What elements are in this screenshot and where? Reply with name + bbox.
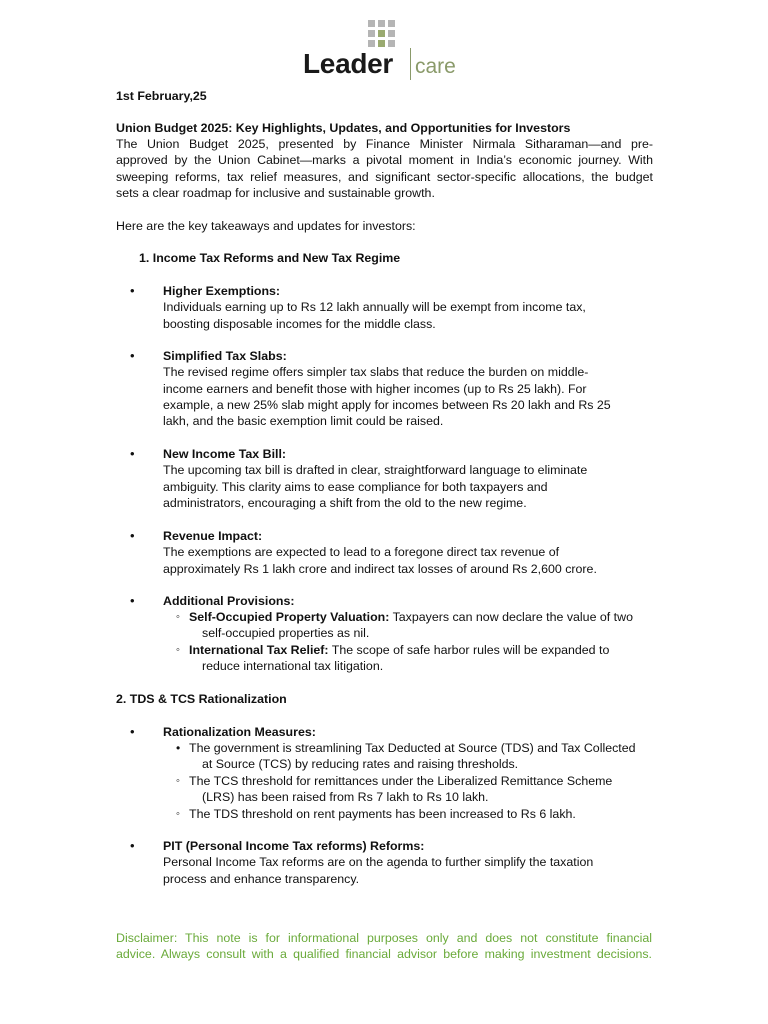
intro-paragraph bbox=[116, 136, 653, 201]
item-title: Higher Exemptions: bbox=[163, 284, 281, 298]
list-item-simplified-tax-slabs bbox=[163, 348, 611, 429]
sub-item-tds-rent-threshold bbox=[189, 806, 576, 822]
sub-item-text: The scope of safe harbor rules will be expanded to bbox=[328, 643, 610, 657]
disclaimer-line: Disclaimer: This note is for informational purposes only and does not constitute financial bbox=[116, 931, 652, 945]
sub-bullet-icon: ◦ bbox=[176, 775, 180, 787]
item-line: lakh, and the basic exemption limit could be raised. bbox=[163, 414, 444, 429]
item-line: Personal Income Tax reforms are on the agenda to further simplify the taxation bbox=[163, 855, 594, 870]
sub-item-text: The TCS threshold for remittances under the Liberalized Remittance Scheme bbox=[189, 774, 613, 788]
list-item-new-income-tax-bill bbox=[163, 446, 587, 511]
intro-line: sets a clear roadmap for inclusive and sustainable growth. bbox=[116, 185, 435, 200]
section-2-heading: 2. TDS & TCS Rationalization bbox=[116, 692, 287, 706]
leader-care-logo bbox=[300, 20, 470, 84]
bullet-icon: • bbox=[130, 283, 135, 298]
sub-item-label: International Tax Relief: bbox=[189, 643, 329, 657]
item-title: Additional Provisions: bbox=[163, 594, 295, 608]
sub-bullet-icon: ◦ bbox=[176, 611, 180, 623]
logo-divider bbox=[410, 48, 411, 80]
item-line: income earners and benefit those with higher incomes (up to Rs 25 lakh). For bbox=[163, 381, 587, 396]
item-line: example, a new 25% slab might apply for incomes between Rs 20 lakh and Rs 25 bbox=[163, 397, 611, 412]
item-title: New Income Tax Bill: bbox=[163, 447, 287, 461]
logo-suffix: care bbox=[415, 55, 456, 78]
sub-item-text: The TDS threshold on rent payments has been increased to Rs 6 lakh. bbox=[189, 807, 576, 821]
list-item-revenue-impact bbox=[163, 528, 597, 577]
sub-item-cont: at Source (TCS) by reducing rates and raising thresholds. bbox=[202, 757, 519, 772]
sub-bullet-icon: ◦ bbox=[176, 808, 180, 820]
logo-wordmark: Leader bbox=[303, 48, 394, 79]
logo-mark-icon bbox=[368, 20, 396, 48]
document-title: Union Budget 2025: Key Highlights, Updates, and Opportunities for Investors bbox=[116, 121, 571, 135]
sub-item-text: The government is streamlining Tax Deducted at Source (TDS) and Tax Collected bbox=[189, 741, 636, 755]
item-line: approximately Rs 1 lakh crore and indirect tax losses of around Rs 2,600 crore. bbox=[163, 561, 597, 576]
sub-item-tds-tcs-streamlining bbox=[189, 740, 636, 773]
sub-item-label: Self-Occupied Property Valuation: bbox=[189, 610, 390, 624]
bullet-icon: • bbox=[130, 724, 135, 739]
item-line: ambiguity. This clarity aims to ease compliance for both taxpayers and bbox=[163, 479, 548, 494]
sub-item-cont: reduce international tax litigation. bbox=[202, 659, 384, 674]
intro-line: sweeping reforms, tax relief measures, and significant sector-specific allocations, the budget bbox=[116, 169, 653, 184]
list-item-additional-provisions bbox=[163, 593, 295, 609]
sub-item-tcs-threshold bbox=[189, 773, 612, 806]
section-1-heading: 1. Income Tax Reforms and New Tax Regime bbox=[139, 251, 401, 265]
item-line: The exemptions are expected to lead to a foregone direct tax revenue of bbox=[163, 545, 560, 560]
bullet-icon: • bbox=[130, 528, 135, 543]
sub-item-property-valuation bbox=[189, 609, 633, 642]
bullet-icon: • bbox=[130, 348, 135, 363]
item-line: The upcoming tax bill is drafted in clear, straightforward language to eliminate bbox=[163, 463, 588, 478]
list-item-higher-exemptions bbox=[163, 283, 586, 332]
document-date: 1st February,25 bbox=[116, 89, 207, 103]
list-item-pit-reforms bbox=[163, 838, 593, 887]
intro-line: approved by the Union Cabinet—marks a pivotal moment in India’s economic journey. With bbox=[116, 153, 653, 168]
sub-bullet-icon: • bbox=[176, 741, 181, 755]
item-line: The revised regime offers simpler tax slabs that reduce the burden on middle- bbox=[163, 365, 589, 380]
takeaways-line: Here are the key takeaways and updates for investors: bbox=[116, 219, 416, 233]
item-line: Individuals earning up to Rs 12 lakh annually will be exempt from income tax, bbox=[163, 300, 586, 315]
sub-item-international-tax bbox=[189, 642, 609, 675]
sub-item-cont: (LRS) has been raised from Rs 7 lakh to Rs 10 lakh. bbox=[202, 790, 489, 805]
bullet-icon: • bbox=[130, 446, 135, 461]
disclaimer-line: advice. Always consult with a qualified financial advisor before making investment decisions. bbox=[116, 947, 652, 962]
sub-bullet-icon: ◦ bbox=[176, 644, 180, 656]
sub-item-text: Taxpayers can now declare the value of two bbox=[389, 610, 633, 624]
bullet-icon: • bbox=[130, 838, 135, 853]
item-line: administrators, encouraging a shift from the old to the new regime. bbox=[163, 495, 527, 510]
intro-line: The Union Budget 2025, presented by Finance Minister Nirmala Sitharaman—and pre- bbox=[116, 137, 653, 151]
sub-item-cont: self-occupied properties as nil. bbox=[202, 626, 370, 641]
list-item-rationalization-measures bbox=[163, 724, 316, 740]
disclaimer-paragraph bbox=[116, 930, 652, 963]
item-line: process and enhance transparency. bbox=[163, 871, 360, 886]
bullet-icon: • bbox=[130, 593, 135, 608]
item-title: PIT (Personal Income Tax reforms) Reforms: bbox=[163, 839, 425, 853]
item-line: boosting disposable incomes for the middle class. bbox=[163, 316, 436, 331]
item-title: Revenue Impact: bbox=[163, 529, 263, 543]
item-title: Rationalization Measures: bbox=[163, 725, 316, 739]
item-title: Simplified Tax Slabs: bbox=[163, 349, 287, 363]
